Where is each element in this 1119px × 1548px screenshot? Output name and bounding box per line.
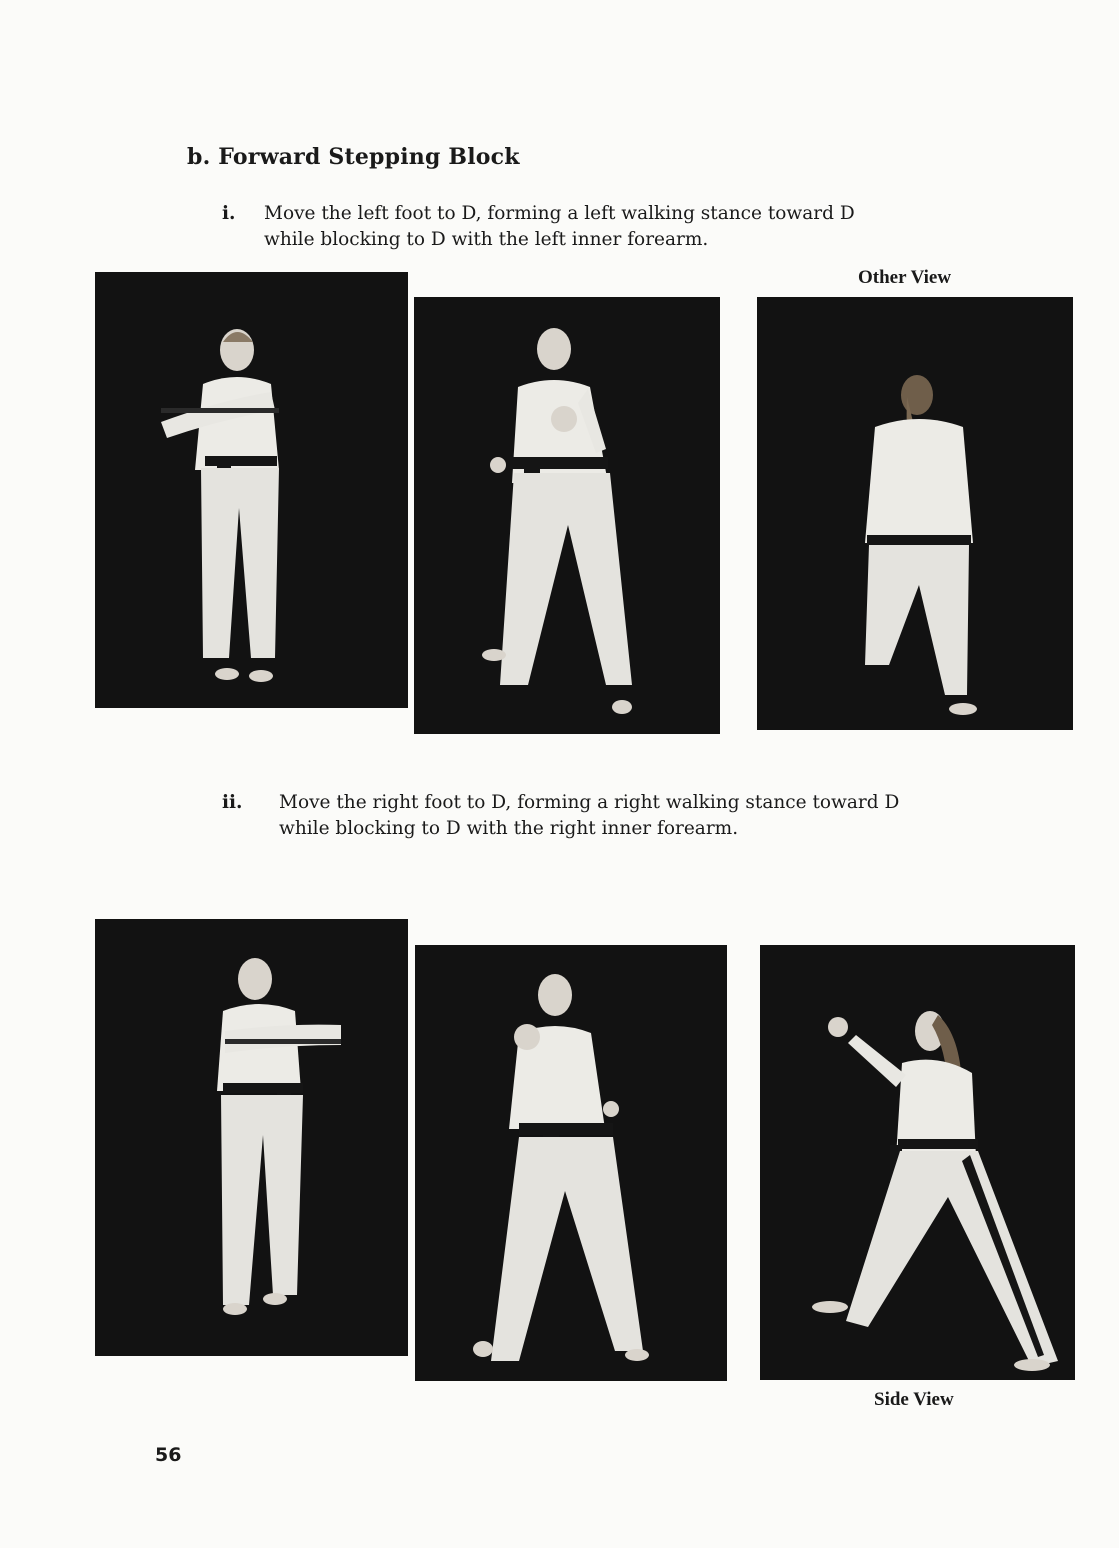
photo-step-i-start [95, 272, 408, 708]
martial-artist-figure [95, 919, 408, 1356]
martial-artist-figure [757, 297, 1073, 730]
side-view-caption: Side View [874, 1389, 954, 1410]
photo-step-i-other-view [757, 297, 1073, 730]
step-text-line: Move the left foot to D, forming a left walking stance toward D [264, 203, 855, 224]
photo-step-ii-start [95, 919, 408, 1356]
step-text-line: while blocking to D with the right inner forearm. [279, 818, 739, 839]
step-i [222, 201, 982, 257]
step-text-line: Move the right foot to D, forming a right walking stance toward D [279, 792, 900, 813]
martial-artist-figure [95, 272, 408, 708]
photo-step-ii-side-view [760, 945, 1075, 1380]
martial-artist-figure [414, 297, 720, 734]
step-text [279, 790, 899, 842]
other-view-caption: Other View [858, 267, 952, 288]
step-number: ii. [222, 792, 243, 813]
section-heading: b. Forward Stepping Block [187, 144, 520, 170]
photo-step-ii-end [415, 945, 727, 1381]
martial-artist-figure [760, 945, 1075, 1380]
martial-artist-figure [415, 945, 727, 1381]
step-text [264, 201, 855, 253]
step-ii [222, 790, 982, 846]
step-text-line: while blocking to D with the left inner forearm. [264, 229, 709, 250]
photo-step-i-end [414, 297, 720, 734]
page-number: 56 [155, 1444, 182, 1466]
step-number: i. [222, 203, 236, 224]
